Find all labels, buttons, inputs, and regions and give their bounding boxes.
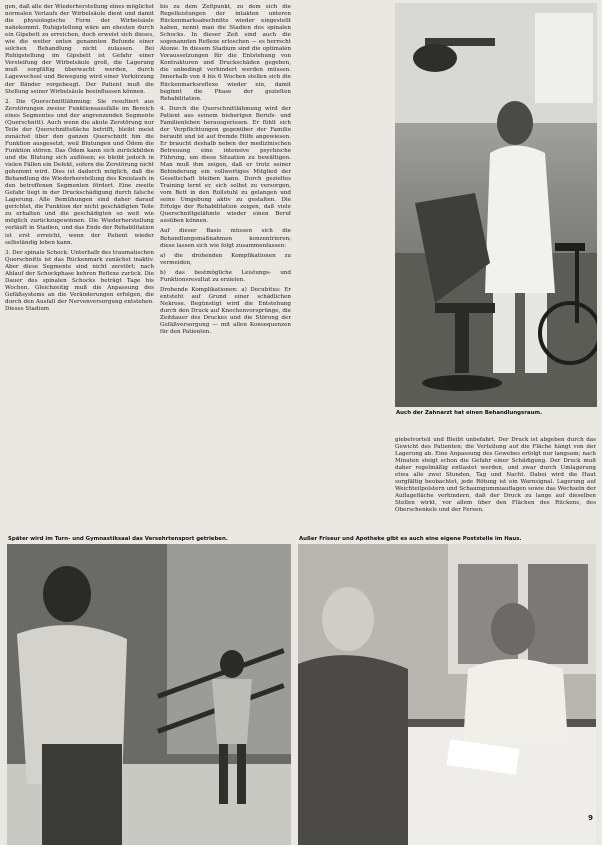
article-column-2 [160, 4, 291, 534]
paragraph: giebelvorteil und Bleibt unbefahrt. Der Druck ist abgeben durch das Gewicht des Patienten; die Verteilung auf die Fläche hängt von der Lagerung ab. Eine Anpassung des Gewebes erfolgt nur langsam; nach Minuten steigt schon die Gefahr einer Schädigung. Der Druck muß daher regelmäßig entlastet werden, und zwar durch Umlagerung etwa alle zwei Stunden, Tag und Nacht. Dabei wird die Haut sorgfältig beobachtet, jede Rötung ist ein Warnsignal. Lagerung auf Weichteilpolstern und Schaumgummiauflagen sowie das Wechseln der Auflagefläche verhindern, daß der Druck zu lange auf dieselben Stellen wirkt, vor allem über den Flächen des Rückens, des Oberschenkels und der Fersen. [395, 437, 596, 514]
paragraph: gen, daß alle der Wiederherstellung eines möglichst normalen Verlaufs der Wirbelsäule dient und damit die physiologische Form der Wirbelsäule nahekommt. Ruhigstellung wäre am ehesten durch ein Gipsbett zu erreichen, doch erweist sich dieses, wie die weiter unten genannten Befunde einer solchen Behandlung nicht zulassen. Bei Ruhigstellung im Gipsbett ist Gefahr einer Versteifung der Wirbelsäule groß, die Lagerung muß sorgfältig überwacht werden, durch Lagewechsel und Bewegung wird einer Verkürzung der Bänder vorgebeugt. Der Patient muß die Stellung seiner Wirbelsäule beeinflussen können. [5, 4, 154, 95]
post-office-photo-illustration [298, 544, 596, 845]
paragraph: 4. Durch die Querschnittlähmung wird der Patient aus seinem bisherigen Berufs- und Familienleben herausgerissen. Er fühlt sich der Verpflichtungen gegenüber der Familie beraubt und ist auf fremde Hilfe angewiesen. Er braucht deshalb neben der medizinischen Betreuung eine intensive psychische Führung, um diese Situation zu bewältigen. Man muß ihm zeigen, daß er trotz seiner Behinderung ein vollwertiges Mitglied der Gesellschaft bleiben kann. Durch gezieltes Training lernt er, sich selbst zu versorgen, vom Bett in den Rollstuhl zu gelangen und seine Umgebung aktiv zu gestalten. Die Erfolge der Rehabilitation zeigen, daß viele Querschnittgelähmte wieder einen Beruf ausüben können. [160, 105, 291, 225]
list-item: b) das bestmögliche Leistungs- und Funktionsresultat zu erzielen. [160, 269, 291, 283]
post-office-photo-caption: Außer Friseur und Apotheke gibt es auch eine eigene Poststelle im Haus. [299, 536, 522, 542]
article-column-1 [5, 4, 154, 534]
gym-photo-illustration [7, 544, 291, 845]
paragraph: 2. Die Querschnittlähmung: Sie resultiert aus Zerstörungen zweier Funktionsausfälle im Bereich eines Segmentes und der angrenzenden Segmente (Querschnitt). Auch wenn die akute Zerstörung nur Teile der Querschnittsfläche betrifft, bleibt meist zunächst über den ganzen Querschnitt hin die Funktion ausgesetzt, weil Blutungen und Ödem die Funktion stören. Das Ödem kann sich zurückbilden und die Blutung sich auflösen; es bleibt jedoch in vielen Fällen ein Defekt, sofern die Zerstörung nicht gehemmt wird. Dies ist dadurch möglich, daß die Behandlung die Wiederherstellung des Kreislaufs in den betroffenen Segmenten fördert. Eine zweite Gefahr liegt in der Druckschädigung durch falsche Lagerung. Alle Bemühungen sind daher darauf gerichtet, die Funktion der nicht geschädigten Teile zu erhalten und die geschädigten so weit wie möglich zurückzugewinnen. Die Wiederherstellung verläuft in Stadien, und das Ende der Rehabilitation ist erst erreicht, wenn der Patient wieder selbständig leben kann. [5, 98, 154, 246]
post-office-photo [298, 544, 596, 845]
paragraph: Auf dieser Basis müssen sich die Behandlungsmaßnahmen konzentrieren; diese lassen sich wie folgt zusammenfassen: [160, 228, 291, 249]
list-item: a) die drohenden Komplikationen zu vermeiden, [160, 252, 291, 266]
page-number: 9 [588, 814, 593, 822]
gym-photo-caption: Später wird im Turn- und Gymnastiksaal das Versehrtensport getrieben. [8, 536, 228, 542]
paragraph: 3. Der spinale Schock: Unterhalb des traumatischen Querschnitts ist das Rückenmark zunächst inaktiv. Aber diese Segmente sind nicht zerstört; nach Ablauf der Schockphase kehren Reflexe zurück. Die Dauer des spinalen Schocks beträgt Tage bis Wochen. Gleichzeitig muß die Anpassung des Gefäßsystems an die Veränderungen erfolgen, die durch den Ausfall der Nervenversorgung entstehen. Dieses Stadium [5, 249, 154, 312]
dentist-photo-illustration [395, 3, 597, 407]
article-column-3 [395, 437, 596, 534]
dentist-photo-caption: Auch der Zahnarzt hat einen Behandlungsraum. [396, 410, 543, 416]
paragraph: bis zu dem Zeitpunkt, zu dem sich die Regelleistungen der intakten unteren Rückenmarksabschnitte wieder eingestellt haben, nennt man die Stadien des spinalen Schocks. In dieser Zeit sind auch die sogenannten Reflexe erloschen — es herrscht Atonie. In diesem Stadium sind die optimalen Voraussetzungen für die Entstehung von Kontrakturen und Druckschäden gegeben, die unbedingt verhindert werden müssen. Innerhalb von 4 bis 6 Wochen stellen sich die Rückenmarksreflexe wieder ein, damit beginnt die Phase der gezielten Rehabilitation. [160, 4, 291, 102]
gym-photo [7, 544, 291, 845]
paragraph: Drohende Komplikationen: a) Decubitus: Er entsteht auf Grund einer schädlichen Nekrose. Begünstigt wird die Entstehung durch den Druck auf Knochenvorsprünge, die Zeitdauer des Druckes und die Störung der Gefäßversorgung — mit allen Konsequenzen für den Patienten. [160, 286, 291, 336]
dentist-photo [395, 3, 597, 407]
